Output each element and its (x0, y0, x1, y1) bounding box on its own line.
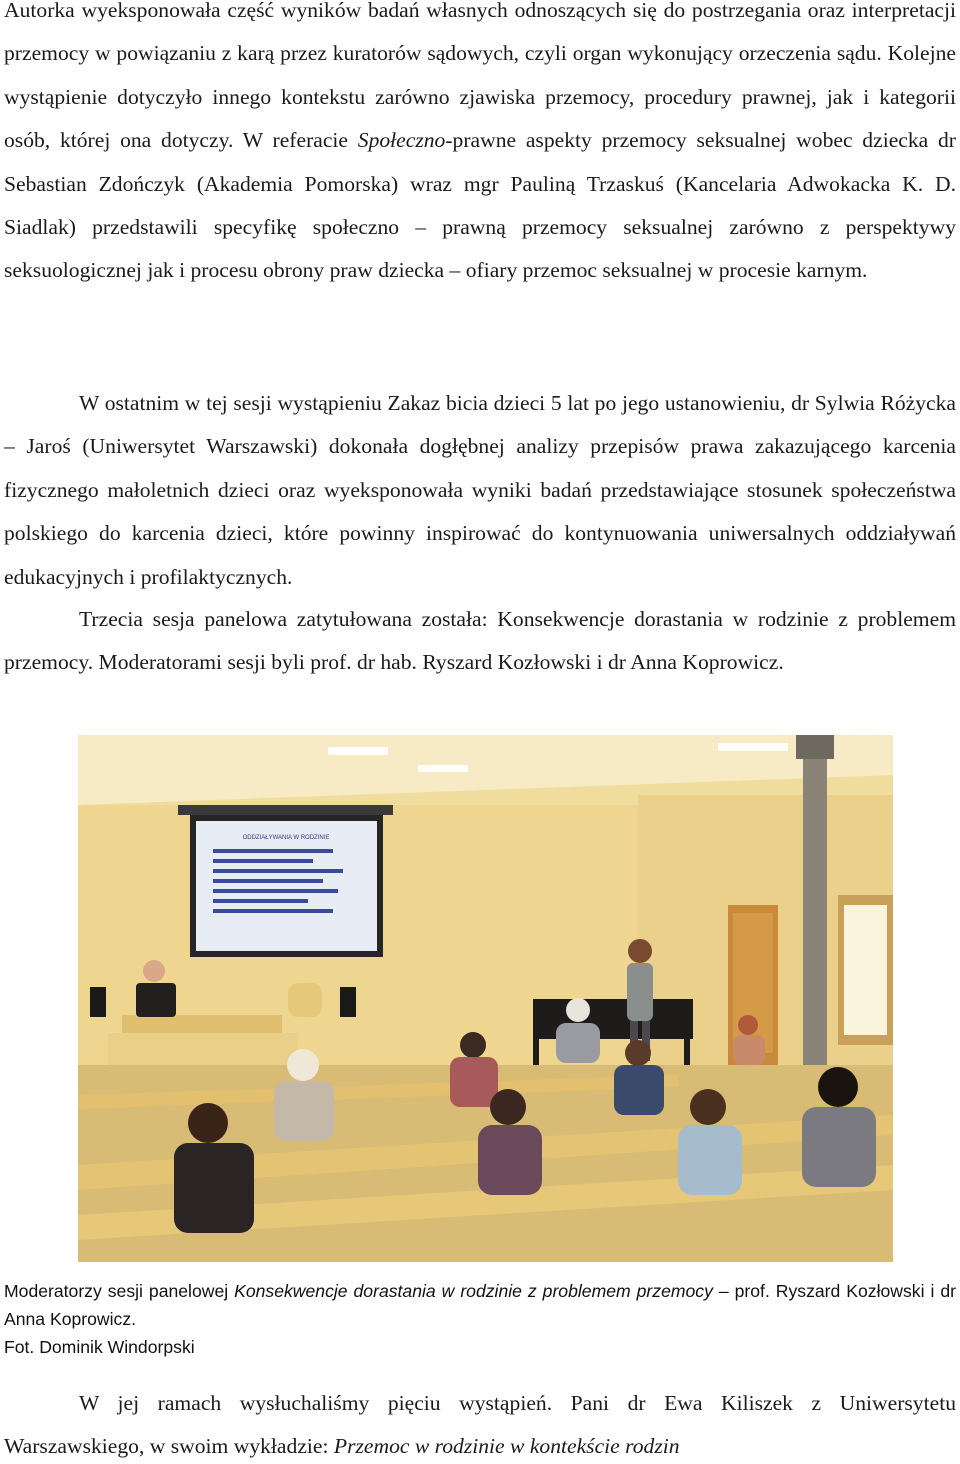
caption-lead: Moderatorzy sesji panelowej (4, 1281, 235, 1301)
slide-title: ODDZIAŁYWANIA W RODZINIE (242, 835, 330, 841)
caption-tail: – prof. Ryszard Kozłowski i dr Anna Koprowicz. (4, 1281, 956, 1329)
paragraph-2 (4, 382, 956, 599)
photo-caption (4, 1277, 956, 1333)
paragraph-3-text: Trzecia sesja panelowa zatytułowana została: Konsekwencje dorastania w rodzinie z problemem przemocy. Moderatorami sesji byli prof. dr hab. Ryszard Kozłowski i dr Anna Koprowicz. (4, 607, 956, 675)
paragraph-4-italic: Przemoc w rodzinie w kontekście rodzin (333, 1434, 680, 1459)
paragraph-4 (4, 1382, 956, 1464)
paragraph-4-text: W jej ramach wysłuchaliśmy pięciu wystąpień. Pani dr Ewa Kiliszek z Uniwersytetu Warszawskiego, w swoim wykładzie: (4, 1391, 956, 1459)
conference-photo (78, 735, 893, 1262)
paragraph-3 (4, 598, 956, 685)
caption-italic: Konsekwencje dorastania w rodzinie z problemem przemocy (234, 1281, 713, 1301)
paragraph-1-italic: Społeczno (357, 128, 446, 153)
paragraph-1 (4, 0, 956, 293)
paragraph-1-text-a: Autorka wyeksponowała część wyników badań własnych odnoszących się do postrzegania oraz interpretacji przemocy w powiązaniu z karą przez kuratorów sądowych, czyli organ wykonujący orzeczenia sądu. Kolejne wystąpienie dotyczyło innego kontekstu zarówno zjawiska przemocy, procedury prawnej, jak i kategorii osób, której ona dotyczy. W referacie (4, 0, 956, 153)
paragraph-2-text: W ostatnim w tej sesji wystąpieniu Zakaz bicia dzieci 5 lat po jego ustanowieniu, dr Sylwia Różycka – Jaroś (Uniwersytet Warszawski) dokonała dogłębnej analizy przepisów prawa zakazującego karcenia fizycznego małoletnich dzieci oraz wyeksponowała wyniki badań przedstawiające stosunek społeczeństwa polskiego do karcenia dzieci, które powinny inspirować do kontynuowania uniwersalnych oddziaływań edukacyjnych i profilaktycznych. (4, 391, 956, 589)
photo-credit: Fot. Dominik Windorpski (4, 1337, 195, 1357)
paragraph-1-text-b: -prawne aspekty przemocy seksualnej wobec dziecka dr Sebastian Zdończyk (Akademia Pomorska) wraz mgr Pauliną Trzaskuś (Kancelaria Adwokacka K. D. Siadlak) przedstawili specyfikę społeczno – prawną przemocy seksualnej zarówno z perspektywy seksuologicznej jak i procesu obrony praw dziecka – ofiary przemoc seksualnej w procesie karnym. (4, 128, 956, 283)
